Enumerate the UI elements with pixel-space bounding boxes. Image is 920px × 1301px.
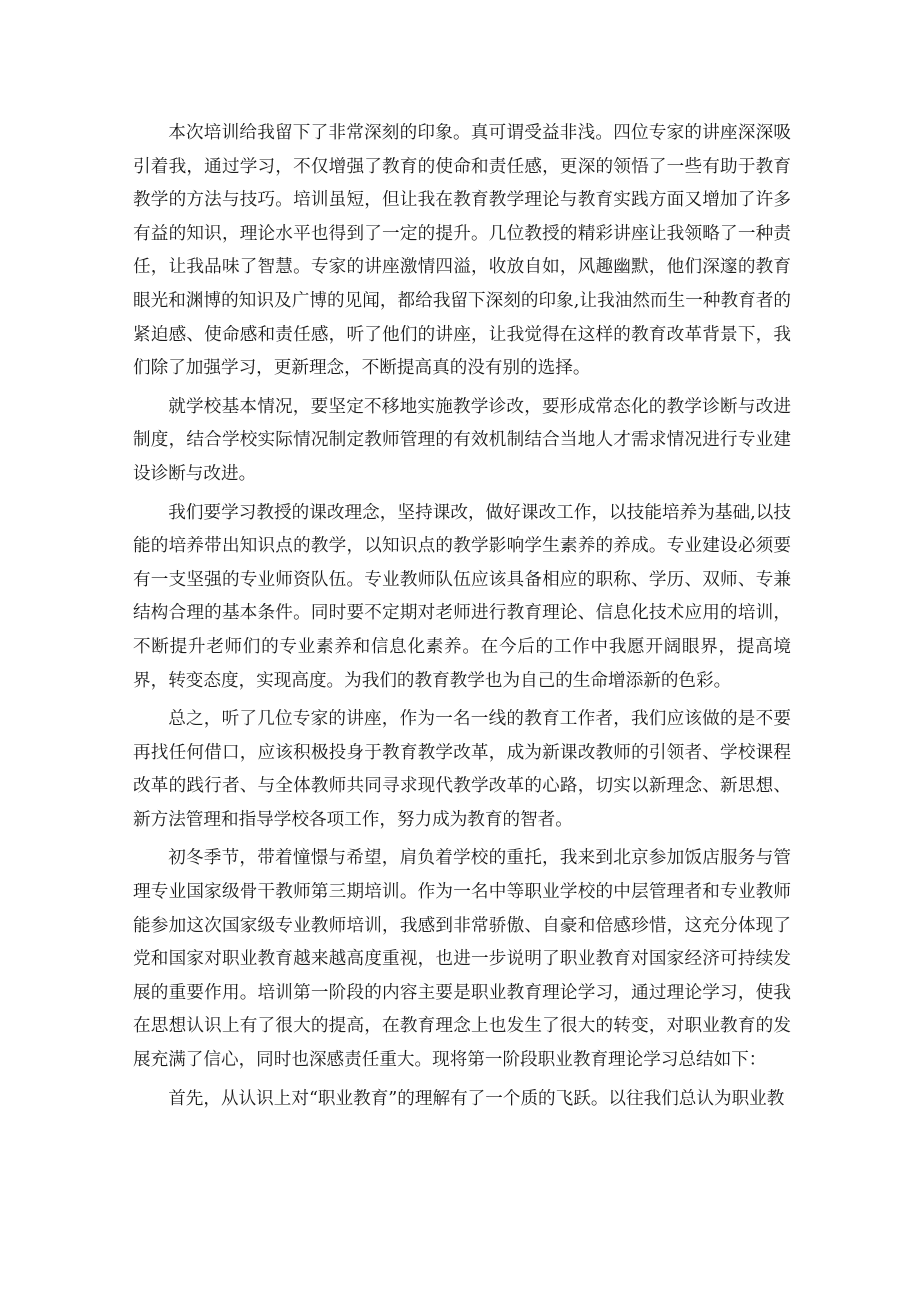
paragraph-5: 初冬季节，带着憧憬与希望，肩负着学校的重托，我来到北京参加饭店服务与管理专业国家级骨干教师第三期培训。作为一名中等职业学校的中层管理者和专业教师能参加这次国家级专业教师培训，我感到非常骄傲、自豪和倍感珍惜，这充分体现了党和国家对职业教育越来越高度重视，也进一步说明了职业教育对国家经济可持续发展的重要作用。培训第一阶段的内容主要是职业教育理论学习，通过理论学习，使我在思想认识上有了很大的提高，在教育理念上也发生了很大的转变，对职业教育的发展充满了信心，同时也深感责任重大。现将第一阶段职业教育理论学习总结如下：	[133, 848, 791, 1071]
paragraph-1: 本次培训给我留下了非常深刻的印象。真可谓受益非浅。四位专家的讲座深深吸引着我，通过学习，不仅增强了教育的使命和责任感，更深的领悟了一些有助于教育教学的方法与技巧。培训虽短，但让我在教育教学理论与教育实践方面又增加了许多有益的知识，理论水平也得到了一定的提升。几位教授的精彩讲座让我领略了一种责任，让我品味了智慧。专家的讲座激情四溢，收放自如，风趣幽默，他们深邃的教育眼光和渊博的知识及广博的见闻，都给我留下深刻的印象,让我油然而生一种教育者的紧迫感、使命感和责任感，听了他们的讲座，让我觉得在这样的教育改革背景下，我们除了加强学习，更新理念，不断提高真的没有别的选择。	[133, 123, 791, 379]
paragraph-2: 就学校基本情况，要坚定不移地实施教学诊改，要形成常态化的教学诊断与改进制度，结合学校实际情况制定教师管理的有效机制结合当地人才需求情况进行专业建设诊断与改进。	[133, 396, 791, 484]
document-body	[133, 117, 791, 1121]
paragraph-4: 总之，听了几位专家的讲座，作为一名一线的教育工作者，我们应该做的是不要再找任何借口，应该积极投身于教育教学改革，成为新课改教师的引领者、学校课程改革的践行者、与全体教师共同寻求现代教学改革的心路，切实以新理念、新思想、新方法管理和指导学校各项工作，努力成为教育的智者。	[133, 709, 791, 830]
paragraph-3: 我们要学习教授的课改理念，坚持课改，做好课改工作，以技能培养为基础,以技能的培养带出知识点的教学，以知识点的教学影响学生素养的养成。专业建设必须要有一支坚强的专业师资队伍。专业教师队伍应该具备相应的职称、学历、双师、专兼结构合理的基本条件。同时要不定期对老师进行教育理论、信息化技术应用的培训，不断提升老师们的专业素养和信息化素养。在今后的工作中我愿开阔眼界，提高境界，转变态度，实现高度。为我们的教育教学也为自己的生命增添新的色彩。	[133, 502, 791, 691]
paragraph-6: 首先，从认识上对“职业教育”的理解有了一个质的飞跃。以往我们总认为职业教	[168, 1088, 785, 1109]
